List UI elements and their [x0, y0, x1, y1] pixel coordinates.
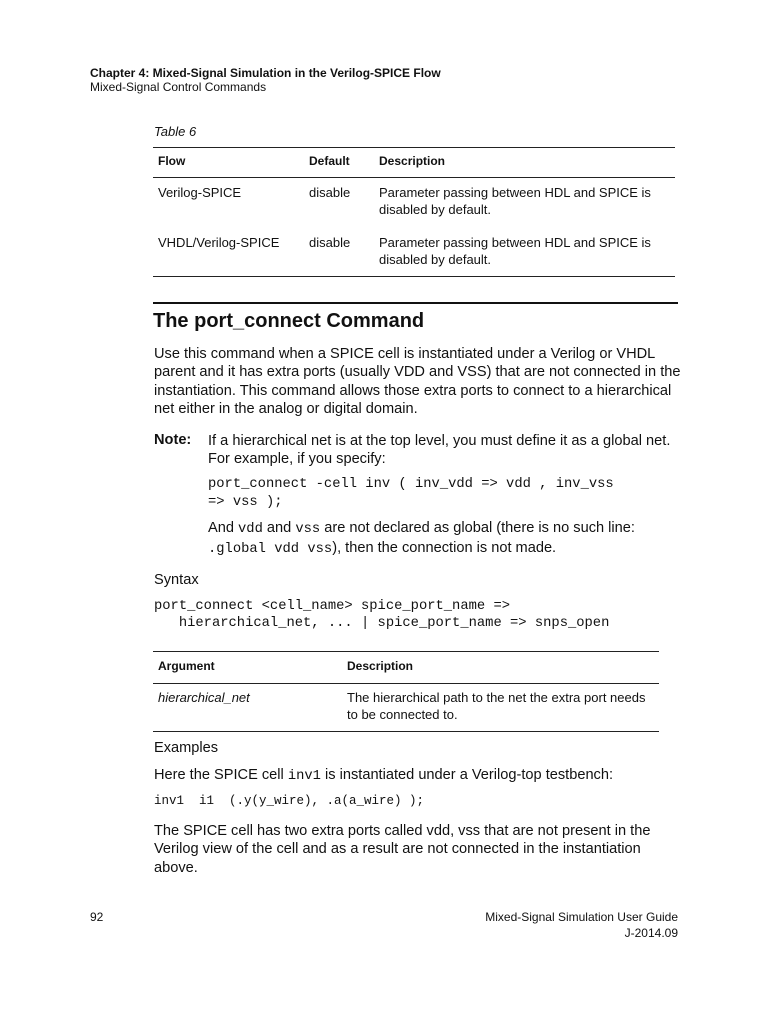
argument-table-header-rule: [153, 683, 659, 684]
footer-guide-title: Mixed-Signal Simulation User Guide: [485, 910, 678, 924]
argument-description: The hierarchical path to the net the extra port needs to be connected to.: [347, 690, 646, 722]
table-row-2-description: Parameter passing between HDL and SPICE is disabled by default.: [379, 235, 651, 267]
inline-code-vdd: vdd: [238, 522, 263, 537]
note-code-example: port_connect -cell inv ( inv_vdd => vdd , inv_vss => vss );: [208, 477, 614, 510]
section-title: The port_connect Command: [153, 310, 425, 332]
chapter-heading: Chapter 4: Mixed-Signal Simulation in the Verilog-SPICE Flow: [90, 66, 441, 80]
example-intro: Here the SPICE cell inv1 is instantiated under a Verilog-top testbench:: [154, 767, 614, 784]
example-explanation: The SPICE cell has two extra ports called vdd, vss that are not present in the Verilog view of the cell and as a result are not connected in the instantiation above.: [154, 823, 651, 876]
argument-description-header: Description: [347, 659, 414, 673]
table-row-1-description: Parameter passing between HDL and SPICE is disabled by default.: [379, 185, 651, 217]
note-tail-text: And vdd and vss are not declared as global (there is no such line: .global vdd vss), then the connection is not made.: [208, 520, 635, 558]
table-top-rule: [153, 147, 675, 148]
argument-name: hierarchical_net: [158, 690, 250, 705]
table-row-1-default: disable: [309, 185, 351, 200]
argument-table-bottom-rule: [153, 731, 659, 732]
section-divider: [153, 302, 678, 304]
inline-code-inv1: inv1: [287, 769, 321, 784]
table-row-2-default: disable: [309, 235, 351, 250]
table-header-rule: [153, 177, 675, 178]
table-header-default: Default: [309, 154, 350, 168]
footer-version: J-2014.09: [624, 926, 678, 940]
table-row-2-flow: VHDL/Verilog-SPICE: [158, 235, 280, 250]
section-subheading: Mixed-Signal Control Commands: [90, 80, 267, 94]
inline-code-vss: vss: [295, 522, 321, 537]
examples-heading: Examples: [154, 740, 219, 756]
example-code: inv1 i1 (.y(y_wire), .a(a_wire) );: [154, 794, 425, 808]
table-header-description: Description: [379, 154, 446, 168]
page-number: 92: [90, 910, 104, 924]
syntax-heading: Syntax: [154, 572, 199, 588]
table-bottom-rule: [153, 276, 675, 277]
argument-header: Argument: [158, 659, 215, 673]
table-caption: Table 6: [154, 124, 197, 139]
argument-table-top-rule: [153, 651, 659, 652]
inline-code-global: .global vdd vss: [208, 542, 333, 558]
table-row-1-flow: Verilog-SPICE: [158, 185, 242, 200]
syntax-code: port_connect <cell_name> spice_port_name => hierarchical_net, ... | spice_port_name => snps_open: [154, 599, 610, 631]
intro-paragraph: Use this command when a SPICE cell is instantiated under a Verilog or VHDL parent and it has extra ports (usually VDD and VSS) that are not connected in the instantiation. This command allows those extra ports to connect to a hierarchical net either in the analog or digital domain.: [154, 346, 681, 418]
note-label: Note:: [154, 432, 192, 448]
note-text: If a hierarchical net is at the top level, you must define it as a global net. For example, if you specify:: [208, 433, 671, 468]
table-header-flow: Flow: [158, 154, 186, 168]
